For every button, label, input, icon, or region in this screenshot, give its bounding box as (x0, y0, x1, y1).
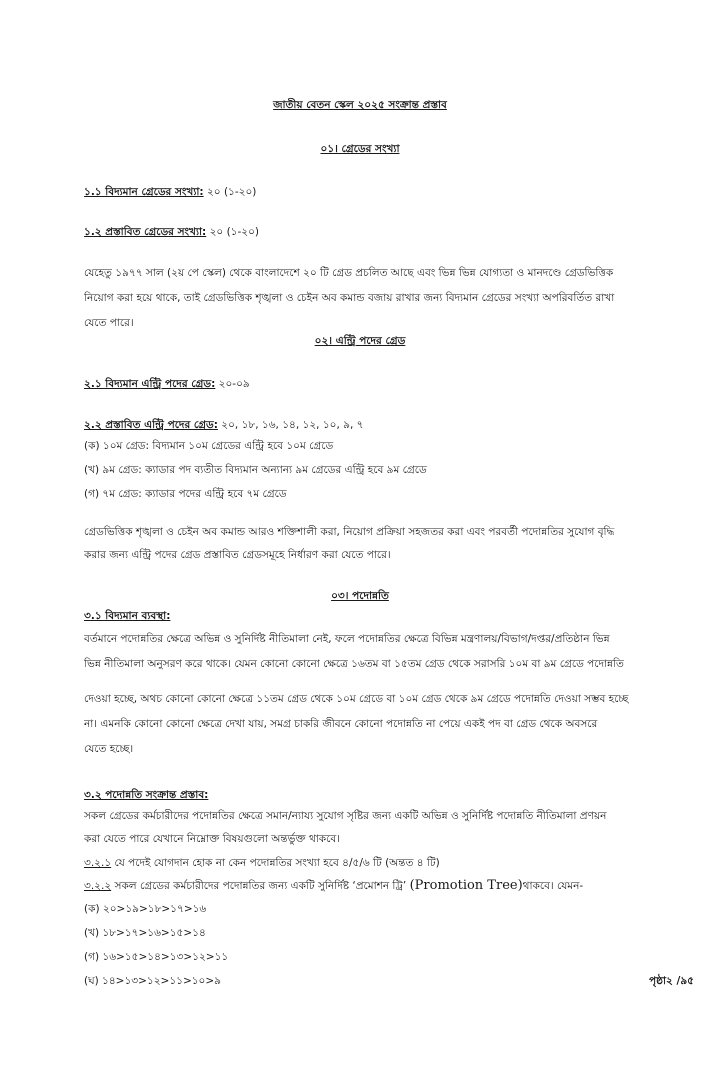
section-1-para-line: যেহেতু ১৯৭৭ সাল (২য় পে স্কেল) থেকে বাংলাদেশে ২০ টি গ্রেড প্রচলিত আছে এবং ভিন্ন ভিন্ন যোগ্যতা ও মানদণ্ডে গ্রেডভিত্তিক (84, 267, 614, 279)
section-3-1-para-line: না। এমনকি কোনো কোনো ক্ষেত্রে দেখা যায়, সমগ্র চাকরি জীবনে কোনো পদোন্নতি না পেয়ে একই পদ বা গ্রেড থেকে অবসরে (84, 718, 598, 730)
section-3-1-para-line: ভিন্ন নীতিমালা অনুসরণ করে থাকে। যেমন কোনো কোনো ক্ষেত্রে ১৬তম বা ১৫তম গ্রেড থেকে সরাসরি ১০ম বা ৯ম গ্রেডে পদোন্নতি (84, 658, 624, 670)
section-3-1-para-line: দেওয়া হচ্ছে, অথচ কোনো কোনো ক্ষেত্রে ১১তম গ্রেড থেকে ১০ম গ্রেডে বা ১০ম গ্রেড থেকে ৯ম গ্রেডে পদোন্নতি দেওয়া সম্ভব হচ্ছে (84, 693, 629, 705)
item-2-1-label: ২.১ বিদ্যমান এন্ট্রি পদের গ্রেড: (84, 378, 216, 390)
section-3-1-para-line: বর্তমানে পদোন্নতির ক্ষেত্রে অভিন্ন ও সুনির্দিষ্ট নীতিমালা নেই, ফলে পদোন্নতির ক্ষেত্রে বিভিন্ন মন্ত্রণালয়/বিভাগ/দপ্তর/প্রতিষ্ঠান ভিন্ন (84, 633, 610, 645)
point-3-2-2-number: ৩.২.২ (84, 880, 112, 892)
point-3-2-2-text: সকল গ্রেডের কর্মচারীদের পদোন্নতির জন্য একটি সুনির্দিষ্ট ‘প্রমোশন ট্রি’ (111, 880, 410, 892)
item-1-2-label: ১.২ প্রস্তাবিত গ্রেডের সংখ্যা: (84, 226, 207, 238)
section-2-heading: ০২। এন্ট্রি পদের গ্রেড (314, 335, 406, 347)
list-item: (খ) ৯ম গ্রেড: ক্যাডার পদ ব্যতীত বিদ্যমান অন্যান্য ৯ম গ্রেডের এন্ট্রি হবে ৯ম গ্রেডে (84, 464, 427, 476)
list-item: (ক) ১০ম গ্রেড: বিদ্যমান ১০ম গ্রেডের এন্ট্রি হবে ১০ম গ্রেডে (84, 440, 334, 452)
section-3-1-para-line: যেতে হচ্ছে। (84, 743, 134, 755)
item-2-1 (84, 377, 696, 392)
section-2-para-line: গ্রেডভিত্তিক শৃঙ্খলা ও চেইন অব কমান্ড আরও শক্তিশালী করা, নিয়োগ প্রক্রিয়া সহজতর করা এবং পরবর্তী পদোন্নতির সুযোগ বৃদ্ধি (84, 526, 615, 538)
point-3-2-1 (84, 856, 696, 871)
point-3-2-2 (84, 878, 696, 894)
section-1-heading: ০১। গ্রেডের সংখ্যা (320, 143, 400, 155)
item-2-2 (84, 418, 696, 433)
promotion-tree-item: (ক) ২০>১৯>১৮>১৭>১৬ (84, 903, 207, 915)
item-1-2 (84, 225, 696, 240)
section-3-2-para-line: সকল গ্রেডের কর্মচারীদের পদোন্নতির ক্ষেত্রে সমান/ন্যায্য সুযোগ সৃষ্টির জন্য একটি অভিন্ন ও সুনির্দিষ্ট পদোন্নতি নীতিমালা প্রণয়ন (84, 810, 607, 822)
section-2-para-line: করার জন্য এন্ট্রি পদের গ্রেড প্রস্তাবিত গ্রেডসমূহে নির্ধারণ করা যেতে পারে। (84, 549, 391, 561)
item-2-2-label: ২.২ প্রস্তাবিত এন্ট্রি পদের গ্রেড: (84, 419, 218, 431)
promotion-tree-item: (ঘ) ১৪>১৩>১২>১১>১০>৯ (84, 975, 221, 987)
item-2-1-value: ২০-০৯ (215, 378, 250, 390)
point-3-2-2-latin: (Promotion Tree) (409, 878, 523, 893)
point-3-2-2-tail: থাকবে। যেমন- (522, 880, 584, 892)
list-item: (গ) ৭ম গ্রেড: ক্যাডার পদের এন্ট্রি হবে ৭ম গ্রেডে (84, 488, 287, 500)
item-1-2-value: ২০ (১-২০) (206, 226, 260, 238)
section-3-2-para-line: করা যেতে পারে যেখানে নিম্নোক্ত বিষয়গুলো অন্তর্ভুক্ত থাকবে। (84, 833, 340, 845)
promotion-tree-item: (গ) ১৬>১৫>১৪>১৩>১২>১১ (84, 951, 229, 963)
promotion-tree-item: (খ) ১৮>১৭>১৬>১৫>১৪ (84, 927, 206, 939)
point-3-2-1-number: ৩.২.১ (84, 857, 112, 869)
subsection-3-1-label: ৩.১ বিদ্যমান ব্যবস্থা: (84, 610, 171, 622)
document-title: জাতীয় বেতন স্কেল ২০২৫ সংক্রান্ত প্রস্তাব (273, 99, 447, 111)
section-1-para-line: যেতে পারে। (84, 317, 134, 329)
point-3-2-1-text: যে পদেই যোগদান হোক না কেন পদোন্নতির সংখ্যা হবে ৪/৫/৬ টি (অন্তত ৪ টি) (111, 857, 440, 869)
item-1-1-label: ১.১ বিদ্যমান গ্রেডের সংখ্যা: (84, 186, 204, 198)
item-1-1-value: ২০ (১-২০) (203, 186, 257, 198)
subsection-3-2-label: ৩.২ পদোন্নতি সংক্রান্ত প্রস্তাব: (84, 789, 209, 801)
page-number: পৃষ্ঠা২ /৯৫ (649, 975, 694, 987)
section-3-heading: ০৩। পদোন্নতি (331, 590, 389, 602)
item-1-1 (84, 185, 696, 200)
section-1-para-line: নিয়োগ করা হয়ে থাকে, তাই গ্রেডভিত্তিক শৃঙ্খলা ও চেইন অব কমান্ড বজায় রাখার জন্য বিদ্যমান গ্রেডের সংখ্যা অপরিবর্তিত রাখা (84, 292, 615, 304)
item-2-2-value: ২০, ১৮, ১৬, ১৪, ১২, ১০, ৯, ৭ (217, 419, 364, 431)
